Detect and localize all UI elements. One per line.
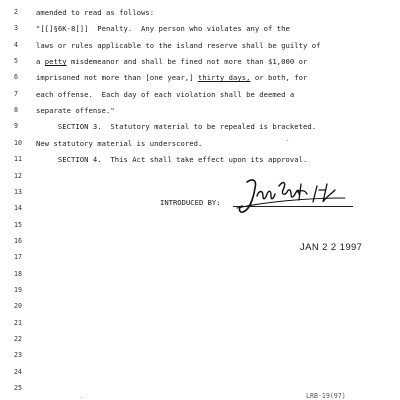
text-segment: New statutory material is underscored. — [36, 138, 203, 148]
document-line — [0, 155, 400, 171]
document-line — [0, 73, 400, 89]
document-line — [0, 335, 400, 351]
text-segment: separate offense." — [36, 106, 115, 116]
line-number: 23 — [14, 351, 22, 360]
line-text — [36, 57, 307, 66]
line-text — [36, 24, 290, 33]
text-segment: misdemeanor and shall be fined not more than $1,000 or — [66, 57, 308, 67]
line-text — [36, 8, 154, 17]
document-line — [0, 221, 400, 237]
signature-image — [235, 172, 355, 220]
line-number: 19 — [14, 285, 22, 294]
document-line — [0, 319, 400, 335]
underscored-text: thirty days, — [197, 73, 251, 83]
text-segment: imprisoned not more than [one year,] — [36, 73, 198, 83]
text-segment: laws or rules applicable to the island reserve shall be guilty of — [36, 40, 321, 50]
line-number: 4 — [14, 40, 18, 49]
line-number: 6 — [14, 73, 18, 82]
line-number: 22 — [14, 335, 22, 343]
document-line — [0, 302, 400, 318]
document-line — [0, 286, 400, 302]
line-number: 3 — [14, 24, 18, 33]
scan-mark: . — [80, 393, 84, 400]
line-text — [36, 41, 321, 50]
document-line — [0, 57, 400, 73]
line-number: 11 — [14, 155, 22, 164]
line-number: 15 — [14, 220, 22, 229]
line-number: 21 — [14, 318, 22, 327]
document-line — [0, 270, 400, 286]
text-segment: SECTION 3. Statutory material to be repealed is bracketed. — [36, 122, 317, 132]
line-number: 12 — [14, 171, 22, 180]
line-number: 16 — [14, 236, 22, 245]
underscored-text: petty — [44, 57, 67, 67]
line-number: 14 — [14, 204, 22, 213]
line-number: 2 — [14, 8, 18, 16]
line-number: 13 — [14, 187, 22, 196]
scan-mark: . — [286, 136, 290, 143]
document-line — [0, 368, 400, 384]
document-line — [0, 122, 400, 138]
line-text — [36, 106, 115, 115]
line-text — [36, 73, 307, 82]
document-line — [0, 106, 400, 122]
line-number: 18 — [14, 269, 22, 278]
text-segment: "[[]§6K-8[]] Penalty. Any person who violates any of the — [36, 24, 290, 34]
text-segment: a — [36, 57, 45, 67]
text-segment: each offense. Each day of each violation shall be deemed a — [36, 89, 295, 99]
line-number: 7 — [14, 89, 18, 98]
date-stamp: JAN 2 2 1997 — [300, 242, 363, 253]
document-line — [0, 139, 400, 155]
document-line — [0, 8, 400, 24]
line-number: 9 — [14, 122, 18, 131]
document-line — [0, 351, 400, 367]
line-text — [36, 139, 202, 148]
document-line — [0, 24, 400, 40]
footer-code: LRB-19(97) — [306, 392, 346, 400]
line-text — [36, 122, 316, 131]
document-line — [0, 253, 400, 269]
text-segment: or both, for — [250, 73, 308, 83]
line-text — [36, 90, 294, 99]
line-number: 25 — [14, 384, 22, 393]
text-segment: amended to read as follows: — [36, 8, 155, 17]
line-number: 5 — [14, 57, 18, 66]
line-number: 17 — [14, 253, 22, 262]
document-line — [0, 90, 400, 106]
line-number: 24 — [14, 367, 22, 376]
document-line — [0, 41, 400, 57]
line-number: 10 — [14, 138, 22, 147]
line-number: 8 — [14, 106, 18, 115]
line-text — [36, 155, 307, 164]
introduced-by-label: INTRODUCED BY: — [160, 198, 221, 207]
text-segment: SECTION 4. This Act shall take effect upon its approval. — [36, 155, 308, 165]
line-number: 20 — [14, 302, 22, 311]
